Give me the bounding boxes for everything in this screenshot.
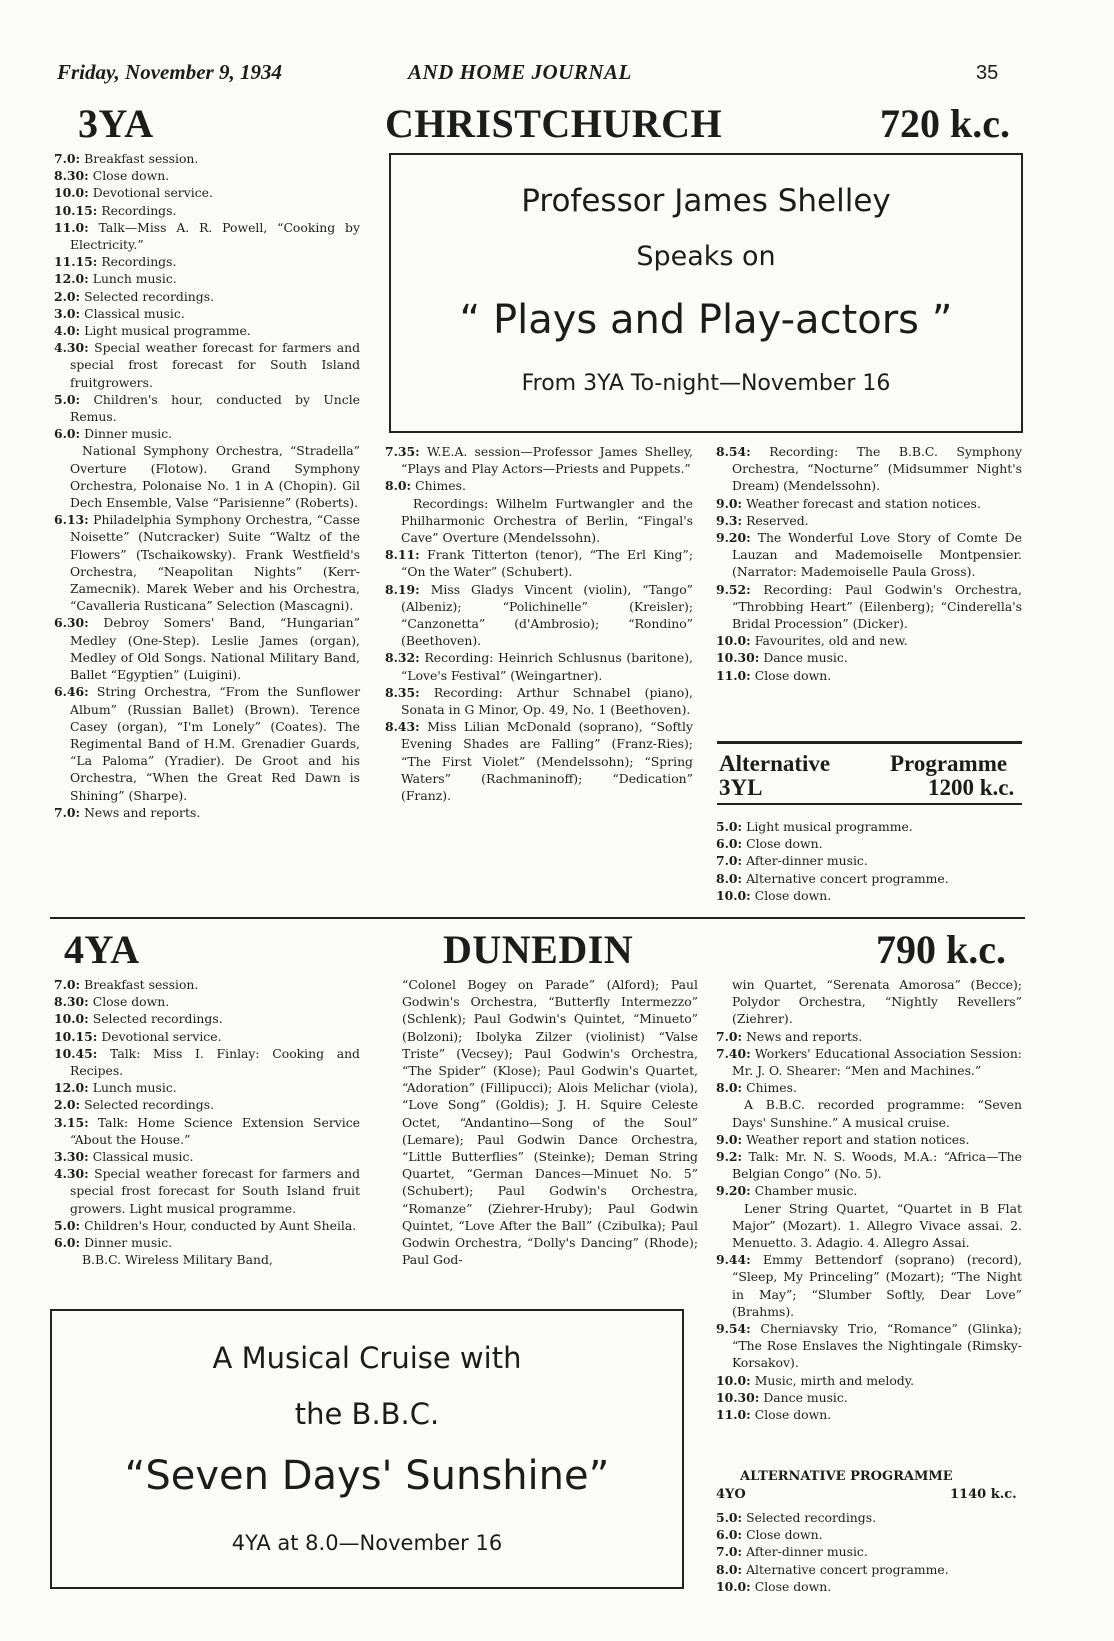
- programme-3ya-column-3: [716, 443, 1022, 684]
- entry-text: Dinner music.: [84, 1235, 173, 1251]
- programme-entry: [385, 495, 693, 547]
- programme-entry: [54, 442, 360, 511]
- ad-headline: Professor James Shelley: [521, 183, 891, 219]
- station-callsign-3ya: 3YA: [78, 101, 154, 146]
- entry-time: 8.19:: [385, 581, 420, 597]
- entry-text: Miss Gladys Vincent (violin), “Tango” (Albeniz); “Polichinelle” (Kreisler); “Canzonetta” (d'Ambrosio); “Rondino” (Beethoven).: [401, 581, 693, 649]
- entry-time: 2.0:: [54, 288, 81, 304]
- entry-text: Recording: Heinrich Schlusnus (baritone), “Love's Festival” (Weingartner).: [401, 650, 693, 683]
- entry-time: 8.43:: [385, 719, 420, 735]
- entry-time: 5.0:: [54, 391, 81, 407]
- entry-time: 12.0:: [54, 1080, 89, 1096]
- entry-time: 6.0:: [54, 426, 81, 442]
- entry-time: 6.46:: [54, 684, 89, 700]
- entry-text: Devotional service.: [92, 185, 213, 201]
- alt-3yl-callsign: 3YL: [719, 775, 763, 800]
- dinner-music-continued: “Colonel Bogey on Parade” (Alford); Paul Godwin's Orchestra, “Butterfly Intermezzo” (Schlenk); Paul Godwin's Quintet, “Minueto” (Bolzoni); Ibolyka Zilzer (violinist) “Valse Triste” (Vecsey); Paul Godwin's Orchestra, “The Spider” (Klose); Paul Godwin's Quartet, “Adoration” (Fillipucci); Alois Melichar (viola), “Love Song” (Goldis); J. H. Squire Celeste Octet, “Andantino—Song of the Soul” (Lemare); Paul Godwin Dance Orchestra, “Little Butterflies” (Steinke); Deman String Quartet, “German Dances—Minuet No. 5” (Schubert); Paul Godwin's Orchestra, “Romanze” (Ziehrer-Hruby); Paul Godwin Quintet, “Love After the Ball” (Czibulka); Paul Godwin Orchestra, “Dolly's Dancing” (Rhode); Paul God-: [402, 977, 698, 1268]
- entry-text: Chimes.: [415, 478, 466, 494]
- entry-time: 9.0:: [716, 1131, 743, 1147]
- programme-entry: [54, 1251, 360, 1268]
- entry-text: After-dinner music.: [746, 853, 868, 869]
- entry-text: Talk: Mr. N. S. Woods, M.A.: “Africa—The Belgian Congo” (No. 5).: [732, 1149, 1022, 1182]
- entry-time: 9.3:: [716, 512, 743, 528]
- entry-text: Alternative concert programme.: [746, 870, 949, 886]
- entry-time: 5.0:: [716, 819, 743, 834]
- entry-time: 10.15:: [54, 1028, 98, 1044]
- programme-entry: [716, 976, 1022, 1028]
- ad-subline: Speaks on: [636, 241, 776, 272]
- entry-text: Philadelphia Symphony Orchestra, “Casse Noisette” (Nutcracker) Suite “Waltz of the Flowers” (Tschaikowsky). Frank Westfield's Orchestra, “Neapolitan Nights” (Kerr-Zamecnik). Marek Weber and his Orchestra, “Cavalleria Rusticana” Selection (Mascagni).: [70, 512, 360, 614]
- entry-time: 10.0:: [54, 185, 89, 201]
- entry-text: Chamber music.: [754, 1183, 858, 1199]
- programme-entry: [54, 322, 360, 339]
- programme-entry: [716, 1251, 1022, 1320]
- programme-entry: [716, 667, 1022, 684]
- entry-time: 8.32:: [385, 650, 420, 666]
- entry-time: 7.0:: [716, 1028, 743, 1044]
- entry-text: Lener String Quartet, “Quartet in B Flat Major” (Mozart). 1. Allegro Vivace assai. 2. Menuetto. 3. Adagio. 4. Allegro Assai.: [732, 1200, 1022, 1251]
- entry-text: Dinner music.: [84, 426, 173, 442]
- entry-time: 10.0:: [716, 633, 751, 649]
- entry-text: Selected recordings.: [92, 1011, 223, 1027]
- entry-time: 6.0:: [54, 1235, 81, 1251]
- entry-text: News and reports.: [84, 804, 201, 820]
- section-divider: [50, 917, 1025, 919]
- entry-time: 9.20:: [716, 530, 751, 546]
- programme-entry: [716, 1526, 1022, 1543]
- entry-time: 9.0:: [716, 495, 743, 511]
- entry-text: Frank Titterton (tenor), “The Erl King”; “On the Water” (Schubert).: [401, 547, 693, 580]
- alt-4yo-callsign: 4YO: [716, 1487, 746, 1502]
- page-number: 35: [976, 62, 999, 84]
- entry-time: 4.0:: [54, 323, 81, 339]
- entry-text: Miss Lilian McDonald (soprano), “Softly Evening Shades are Falling” (Franz-Ries); “The First Violet” (Mendelssohn); “Spring Waters” (Rachmaninoff); “Dedication” (Franz).: [401, 719, 693, 804]
- programme-entry: [54, 339, 360, 391]
- entry-time: 9.52:: [716, 581, 751, 597]
- entry-text: Special weather forecast for farmers and special frost forecast for South Island fruitgrowers.: [70, 340, 360, 390]
- alt-4yo-title: ALTERNATIVE PROGRAMME: [740, 1469, 953, 1484]
- entry-text: Close down.: [92, 994, 170, 1010]
- entry-text: String Orchestra, “From the Sunflower Album” (Russian Ballet) (Brown). Terence Casey (organ), “I'm Lonely” (Coates). The Regimental Band of H.M. Grenadier Guards, “La Paloma” (Yradier). De Groot and his Orchestra, “When the Great Red Dawn is Shining” (Sharpe).: [70, 684, 360, 803]
- programme-entry: [716, 1148, 1022, 1182]
- entry-text: Close down.: [754, 1407, 832, 1423]
- ad-programme-title: “Seven Days' Sunshine”: [124, 1453, 610, 1499]
- entry-time: 7.0:: [54, 804, 81, 820]
- entry-time: 5.0:: [54, 1217, 81, 1233]
- entry-time: 10.0:: [716, 1578, 751, 1594]
- alt-3yl-programme: [716, 818, 1022, 904]
- entry-text: A B.B.C. recorded programme: “Seven Days' Sunshine.” A musical cruise.: [732, 1097, 1022, 1130]
- entry-text: win Quartet, “Serenata Amorosa” (Becce); Polydor Orchestra, “Nightly Revellers” (Ziehrer).: [732, 977, 1022, 1027]
- programme-entry: [54, 270, 360, 287]
- entry-time: 8.30:: [54, 994, 89, 1010]
- entry-text: National Symphony Orchestra, “Stradella” Overture (Flotow). Grand Symphony Orchestra, Polonaise No. 1 in A (Chopin). Gil Dech Ensemble, Valse “Parisienne” (Roberts).: [70, 443, 360, 511]
- entry-text: Breakfast session.: [84, 977, 199, 992]
- entry-text: After-dinner music.: [746, 1544, 868, 1560]
- programme-entry: [54, 184, 360, 201]
- station-city-dunedin: DUNEDIN: [443, 927, 634, 972]
- entry-text: Dance music.: [763, 650, 848, 666]
- ad-subline: the B.B.C.: [294, 1397, 440, 1431]
- entry-text: W.E.A. session—Professor James Shelley, “Plays and Play Actors—Priests and Puppets.”: [401, 444, 693, 477]
- entry-text: Selected recordings.: [84, 1097, 215, 1113]
- programme-entry: [716, 1406, 1022, 1423]
- programme-entry: [385, 581, 693, 650]
- entry-text: Talk: Home Science Extension Service “About the House.”: [70, 1114, 360, 1147]
- entry-time: 8.0:: [716, 1561, 743, 1577]
- entry-text: Recording: The B.B.C. Symphony Orchestra, “Nocturne” (Midsummer Night's Dream) (Mendelssohn).: [732, 444, 1022, 494]
- entry-time: 10.30:: [716, 650, 760, 666]
- entry-time: 4.30:: [54, 1166, 89, 1182]
- programme-4ya-column-1: [54, 976, 360, 1268]
- entry-time: 12.0:: [54, 271, 89, 287]
- programme-entry: [54, 150, 360, 167]
- programme-entry: [716, 870, 1022, 887]
- entry-text: Close down.: [754, 667, 832, 683]
- programme-entry: [54, 425, 360, 442]
- programme-entry: [54, 253, 360, 270]
- programme-entry: [54, 976, 360, 993]
- entry-text: Lunch music.: [92, 1080, 177, 1096]
- programme-entry: [716, 1578, 1022, 1595]
- entry-text: Recordings.: [101, 202, 177, 218]
- entry-text: Talk—Miss A. R. Powell, “Cooking by Electricity.”: [70, 219, 360, 253]
- entry-text: Weather forecast and station notices.: [746, 495, 981, 511]
- programme-entry: [385, 477, 693, 494]
- entry-time: 10.0:: [716, 887, 751, 903]
- station-frequency-4ya: 790 k.c.: [876, 927, 1006, 972]
- programme-entry: [716, 1028, 1022, 1045]
- programme-entry: [54, 288, 360, 305]
- entry-text: Close down.: [754, 887, 832, 903]
- programme-entry: [716, 835, 1022, 852]
- programme-entry: [54, 1028, 360, 1045]
- entry-text: Cherniavsky Trio, “Romance” (Glinka); “The Rose Enslaves the Nightingale (Rimsky-Korsakov).: [732, 1321, 1022, 1371]
- station-frequency-3ya: 720 k.c.: [880, 101, 1010, 146]
- entry-time: 3.30:: [54, 1149, 89, 1165]
- programme-entry: [716, 512, 1022, 529]
- entry-time: 8.30:: [54, 168, 89, 184]
- programme-entry: [716, 632, 1022, 649]
- entry-time: 7.0:: [716, 853, 743, 869]
- entry-text: Workers' Educational Association Session: Mr. J. O. Shearer: “Men and Machines.”: [732, 1045, 1022, 1079]
- programme-entry: [54, 1234, 360, 1251]
- programme-entry: [716, 818, 1022, 835]
- programme-entry: [716, 1509, 1022, 1526]
- entry-time: 9.44:: [716, 1252, 751, 1268]
- entry-time: 11.0:: [716, 667, 751, 683]
- entry-text: Talk: Miss I. Finlay: Cooking and Recipes.: [70, 1045, 360, 1079]
- entry-text: Close down.: [746, 1527, 823, 1543]
- entry-text: Close down.: [746, 836, 823, 852]
- entry-time: 10.45:: [54, 1045, 98, 1061]
- programme-4ya-column-3: [716, 976, 1022, 1423]
- entry-text: Debroy Somers' Band, “Hungarian” Medley (One-Step). Leslie James (organ), Medley of Old Songs. National Military Band, Ballet “Egyptien” (Luigini).: [70, 615, 360, 683]
- alt-4yo-frequency: 1140 k.c.: [950, 1487, 1017, 1502]
- issue-date: Friday, November 9, 1934: [57, 60, 282, 84]
- programme-entry: [54, 202, 360, 219]
- programme-entry: [54, 305, 360, 322]
- entry-text: Close down.: [92, 168, 170, 184]
- entry-text: Recordings: Wilhelm Furtwangler and the Philharmonic Orchestra of Berlin, “Fingal's Cave” Overture (Mendelssohn).: [401, 495, 693, 546]
- alt-3yl-title-right: Programme: [890, 751, 1008, 776]
- programme-entry: [716, 1389, 1022, 1406]
- programme-entry: [716, 1096, 1022, 1130]
- entry-text: News and reports.: [746, 1028, 863, 1044]
- entry-text: Classical music.: [92, 1149, 194, 1165]
- alt-3yl-frequency: 1200 k.c.: [928, 775, 1015, 800]
- programme-entry: [54, 1165, 360, 1217]
- programme-entry: [54, 1079, 360, 1096]
- programme-entry: [54, 391, 360, 425]
- alt-4yo-programme: [716, 1509, 1022, 1595]
- entry-text: Chimes.: [746, 1080, 797, 1096]
- entry-time: 7.0:: [54, 977, 81, 992]
- entry-text: Selected recordings.: [84, 288, 215, 304]
- programme-entry: [716, 1182, 1022, 1199]
- programme-3ya-column-2: [385, 443, 693, 804]
- alt-3yl-rule-bottom: [717, 803, 1022, 805]
- programme-entry: [54, 1045, 360, 1079]
- entry-time: 10.0:: [716, 1372, 751, 1388]
- programme-entry: [54, 993, 360, 1010]
- programme-entry: [385, 443, 693, 477]
- entry-time: 5.0:: [716, 1510, 743, 1525]
- entry-time: 8.35:: [385, 684, 420, 700]
- entry-text: Special weather forecast for farmers and special frost forecast for South Island fruit growers. Light musical programme.: [70, 1166, 360, 1216]
- entry-time: 10.0:: [54, 1011, 89, 1027]
- entry-text: Children's Hour, conducted by Aunt Sheila.: [84, 1217, 357, 1233]
- programme-entry: [716, 495, 1022, 512]
- entry-text: Dance music.: [763, 1389, 848, 1405]
- programme-4ya-column-2: [402, 976, 698, 1268]
- entry-time: 11.0:: [54, 219, 89, 235]
- programme-entry: [54, 1114, 360, 1148]
- entry-text: Reserved.: [746, 512, 809, 528]
- entry-time: 10.15:: [54, 202, 98, 218]
- entry-text: Classical music.: [84, 305, 185, 321]
- entry-text: Breakfast session.: [84, 151, 199, 166]
- entry-text: Lunch music.: [92, 271, 177, 287]
- entry-time: 8.0:: [716, 1080, 743, 1096]
- entry-time: 2.0:: [54, 1097, 81, 1113]
- entry-time: 6.0:: [716, 1527, 743, 1543]
- entry-time: 9.2:: [716, 1149, 743, 1165]
- entry-time: 7.35:: [385, 444, 420, 459]
- programme-entry: [54, 683, 360, 803]
- entry-text: B.B.C. Wireless Military Band,: [82, 1252, 273, 1268]
- programme-entry: [385, 718, 693, 804]
- programme-entry: [54, 1096, 360, 1113]
- alt-3yl-title-left: Alternative: [719, 751, 831, 776]
- entry-text: Children's hour, conducted by Uncle Remus.: [70, 391, 360, 425]
- entry-time: 9.54:: [716, 1321, 751, 1337]
- entry-time: 9.20:: [716, 1183, 751, 1199]
- programme-entry: [716, 1200, 1022, 1252]
- entry-text: Devotional service.: [101, 1028, 222, 1044]
- programme-entry: [716, 1320, 1022, 1372]
- programme-entry: [716, 529, 1022, 581]
- ad-broadcast-time: From 3YA To-night—November 16: [521, 371, 891, 396]
- programme-entry: [716, 1543, 1022, 1560]
- programme-3ya-column-1: [54, 150, 360, 821]
- shelley-talk-ad: [389, 153, 1023, 433]
- entry-time: 8.11:: [385, 547, 420, 563]
- programme-entry: [54, 1010, 360, 1027]
- entry-text: Selected recordings.: [746, 1510, 877, 1525]
- entry-time: 3.0:: [54, 305, 81, 321]
- entry-time: 4.30:: [54, 340, 89, 356]
- entry-time: 7.0:: [54, 151, 81, 166]
- entry-time: 11.0:: [716, 1407, 751, 1423]
- entry-time: 10.30:: [716, 1389, 760, 1405]
- entry-text: Weather report and station notices.: [746, 1131, 970, 1147]
- entry-text: Recording: Arthur Schnabel (piano), Sonata in G Minor, Op. 49, No. 1 (Beethoven).: [401, 684, 693, 718]
- entry-time: 7.40:: [716, 1045, 751, 1061]
- entry-text: Emmy Bettendorf (soprano) (record), “Sleep, My Princeling” (Mozart); “The Night in May”; “Slumber Softly, Dear Love” (Brahms).: [732, 1252, 1022, 1319]
- programme-entry: [54, 167, 360, 184]
- station-city-christchurch: CHRISTCHURCH: [385, 101, 723, 146]
- ad-headline: A Musical Cruise with: [212, 1341, 522, 1375]
- bbc-cruise-ad: [50, 1309, 684, 1589]
- programme-entry: [716, 649, 1022, 666]
- entry-time: 11.15:: [54, 254, 98, 270]
- programme-entry: [716, 443, 1022, 495]
- programme-entry: [54, 1217, 360, 1234]
- entry-time: 8.0:: [716, 870, 743, 886]
- entry-time: 6.13:: [54, 512, 89, 528]
- programme-entry: [54, 1148, 360, 1165]
- programme-entry: [716, 852, 1022, 869]
- programme-entry: [716, 581, 1022, 633]
- programme-entry: [54, 614, 360, 683]
- entry-text: Recording: Paul Godwin's Orchestra, “Throbbing Heart” (Eilenberg); “Cinderella's Bridal Procession” (Dicker).: [732, 581, 1022, 632]
- programme-entry: [54, 804, 360, 821]
- ad-talk-title: “ Plays and Play-actors ”: [459, 297, 953, 343]
- entry-text: Close down.: [754, 1578, 832, 1594]
- entry-text: The Wonderful Love Story of Comte De Lauzan and Mademoiselle Montpensier. (Narrator: Mademoiselle Paula Gross).: [732, 530, 1022, 580]
- entry-time: 3.15:: [54, 1114, 89, 1130]
- entry-time: 8.0:: [385, 478, 412, 494]
- journal-name: AND HOME JOURNAL: [408, 60, 632, 84]
- programme-entry: [716, 1131, 1022, 1148]
- programme-entry: [385, 546, 693, 580]
- programme-entry: [716, 1045, 1022, 1079]
- entry-time: 8.54:: [716, 444, 751, 459]
- programme-entry: [385, 684, 693, 718]
- entry-time: 6.0:: [716, 836, 743, 852]
- programme-entry: [716, 1372, 1022, 1389]
- entry-time: 7.0:: [716, 1544, 743, 1560]
- station-callsign-4ya: 4YA: [64, 927, 140, 972]
- programme-entry: [385, 649, 693, 683]
- ad-broadcast-time: 4YA at 8.0—November 16: [231, 1531, 503, 1555]
- entry-text: Light musical programme.: [84, 323, 251, 339]
- programme-entry: [716, 1079, 1022, 1096]
- entry-text: Favourites, old and new.: [754, 633, 908, 649]
- programme-entry: [716, 1561, 1022, 1578]
- entry-time: 6.30:: [54, 615, 89, 631]
- entry-text: Recordings.: [101, 254, 177, 270]
- entry-text: Music, mirth and melody.: [754, 1372, 915, 1388]
- programme-entry: [54, 219, 360, 253]
- programme-entry: [54, 511, 360, 614]
- alt-3yl-rule: [717, 741, 1022, 744]
- programme-entry: [716, 887, 1022, 904]
- entry-text: Light musical programme.: [746, 819, 913, 834]
- entry-text: Alternative concert programme.: [746, 1561, 949, 1577]
